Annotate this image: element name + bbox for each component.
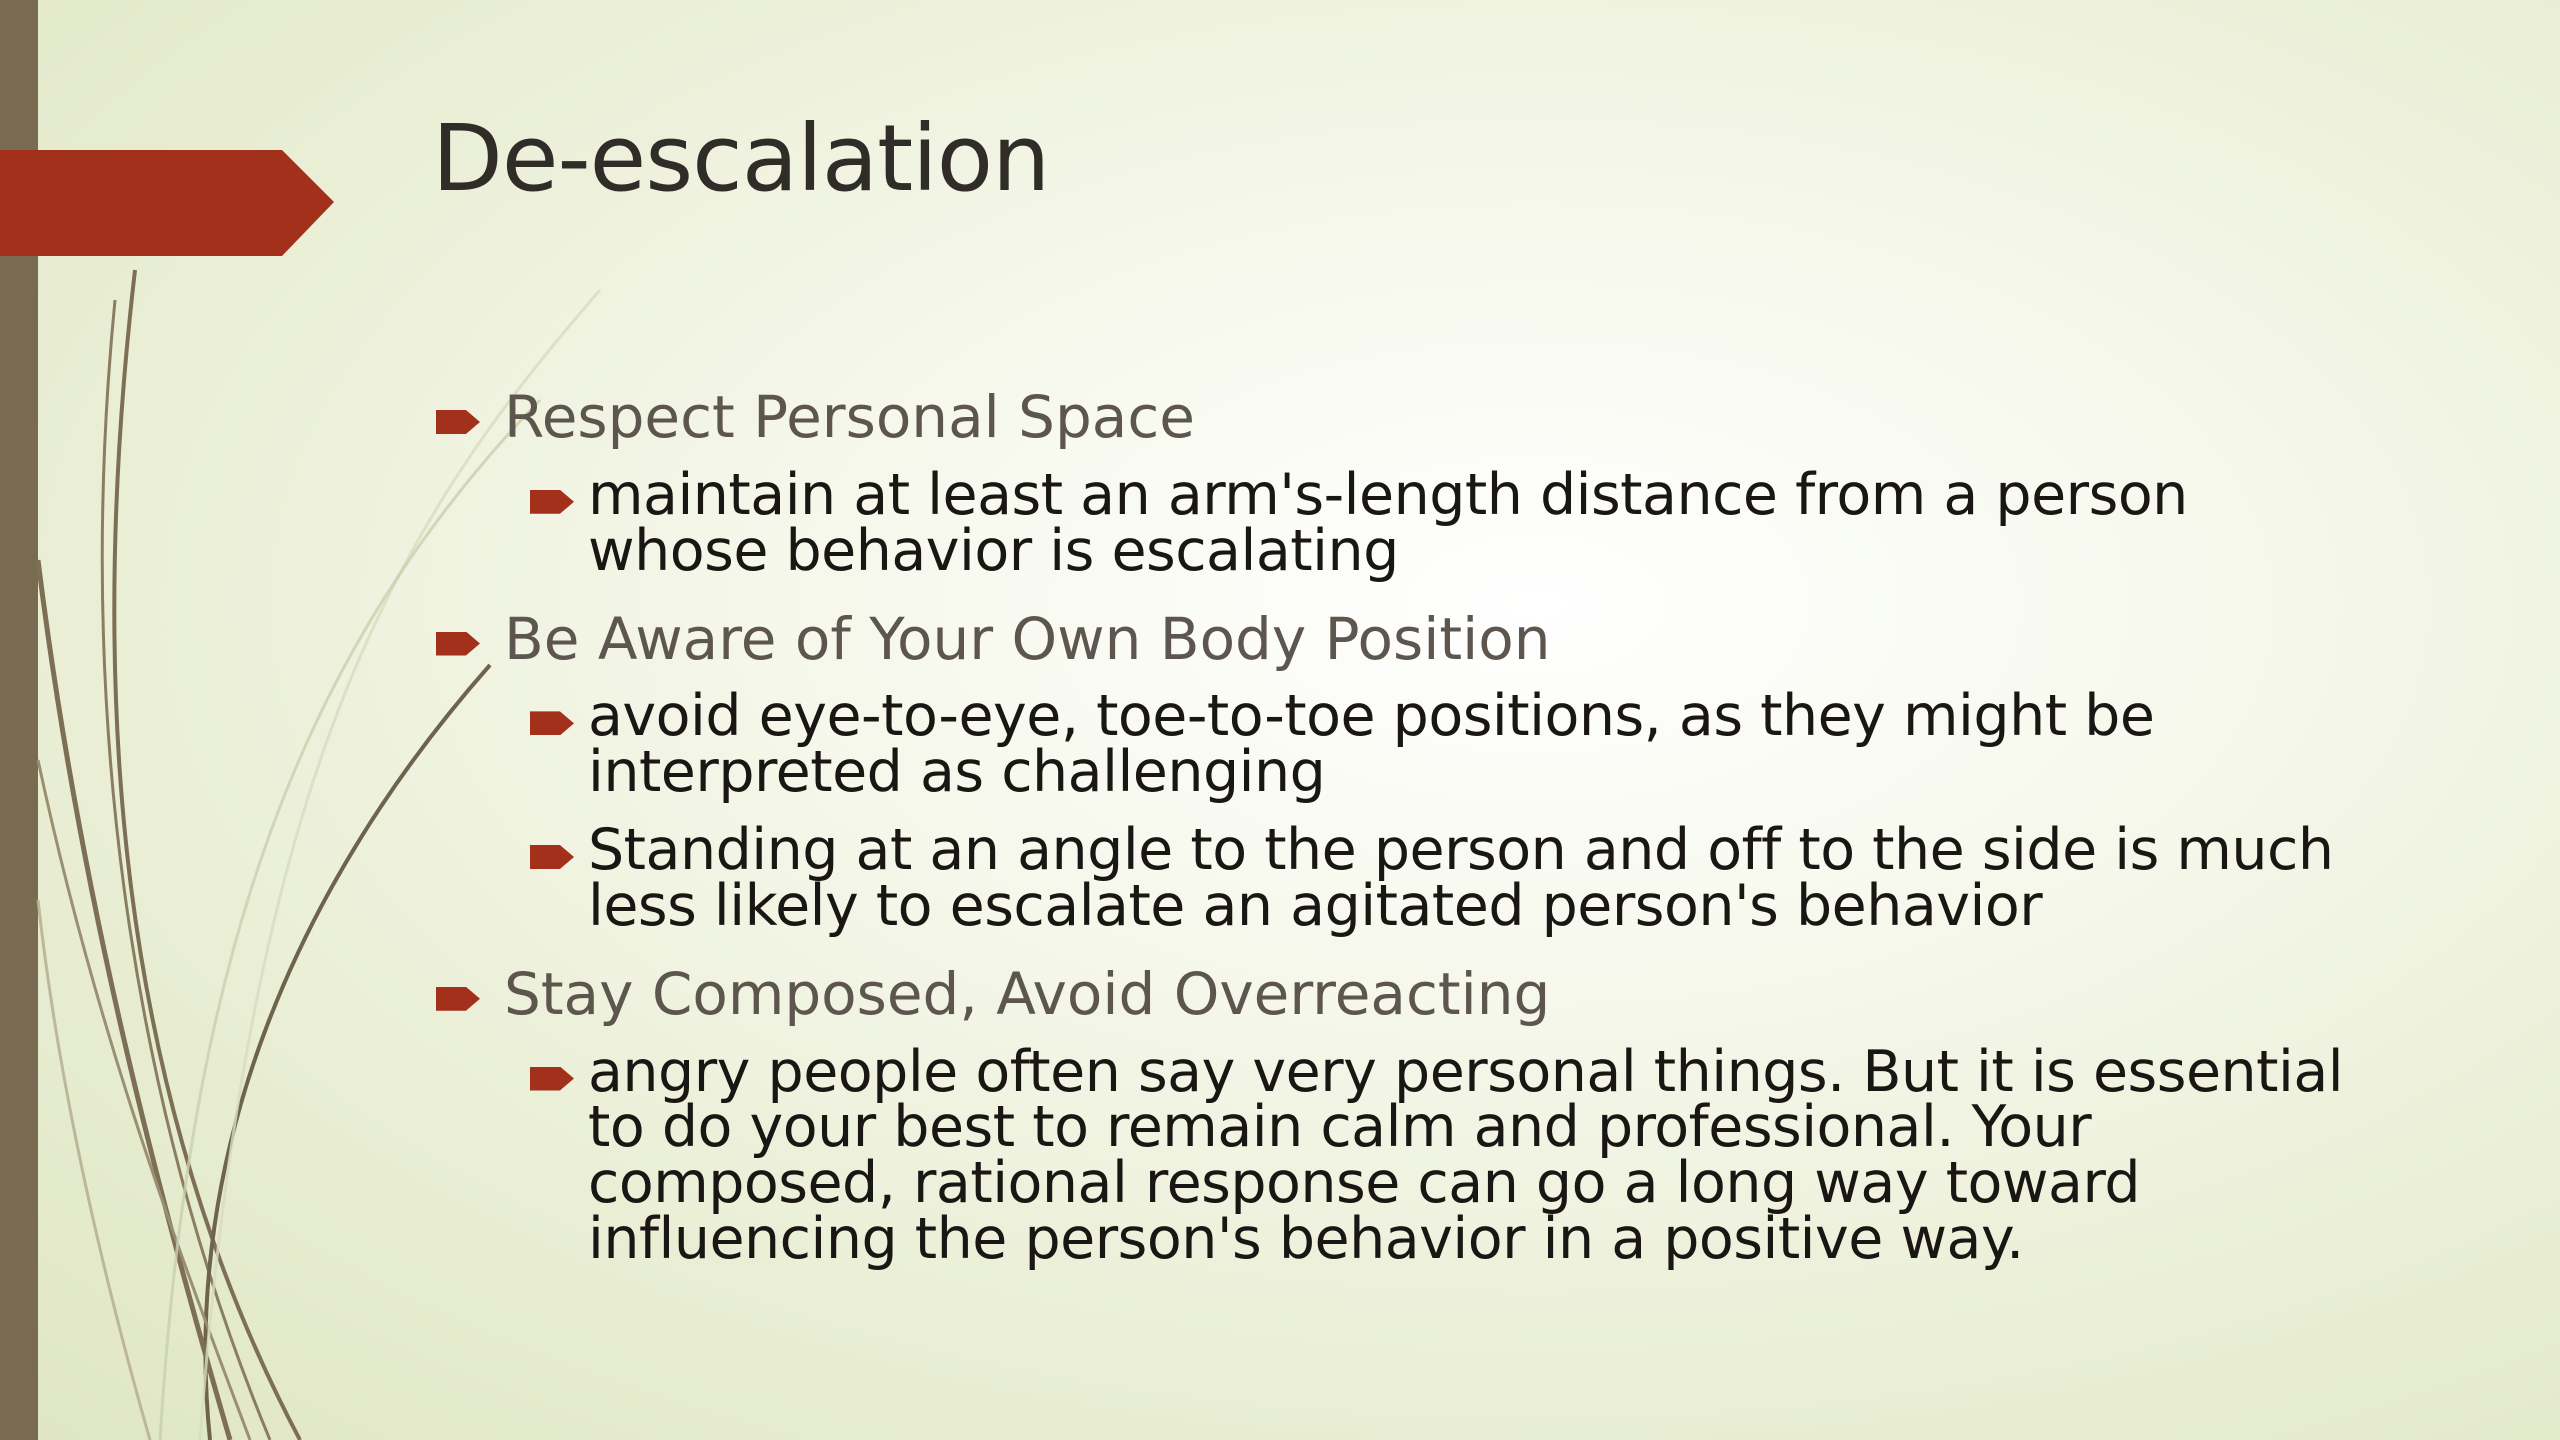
bullet-level1-text: Be Aware of Your Own Body Position <box>504 604 1551 673</box>
slide-title: De-escalation <box>432 105 1050 212</box>
bullet-arrow-icon <box>436 410 480 434</box>
bullet-level1-2 <box>432 604 2352 673</box>
bullet-list <box>432 383 2352 1290</box>
bullet-arrow-icon <box>436 632 480 656</box>
bullet-level2-1-1 <box>588 461 2352 584</box>
swoosh-line-5 <box>38 760 250 1440</box>
bullet-level2-3-1 <box>588 1038 2352 1273</box>
bullet-arrow-icon <box>530 845 574 869</box>
bullet-level2-2-1 <box>588 683 2352 806</box>
title-arrow-banner <box>0 150 334 256</box>
bullet-arrow-icon <box>436 987 480 1011</box>
bullet-level2-text: Standing at an angle to the person and off to the side is much less likely to escalate an agitated person's behavior <box>588 817 2334 939</box>
bullet-level2-2-2 <box>588 817 2352 939</box>
bullet-level2-text: maintain at least an arm's-length distance from a person whose behavior is escalating <box>588 461 2188 584</box>
bullet-arrow-icon <box>530 1067 574 1091</box>
bullet-level2-text: avoid eye-to-eye, toe-to-toe positions, as they might be interpreted as challenging <box>588 683 2155 806</box>
bullet-level1-1 <box>432 383 2352 451</box>
bullet-level1-text: Stay Composed, Avoid Overreacting <box>504 959 1551 1028</box>
bullet-level2-text: angry people often say very personal things. But it is essential to do your best to remain calm and professional. Your composed, rational response can go a long way toward influencing the person's behavior in a positive way. <box>588 1038 2344 1273</box>
bullet-level1-3 <box>432 959 2352 1028</box>
bullet-level1-text: Respect Personal Space <box>504 383 1195 451</box>
bullet-arrow-icon <box>530 490 574 514</box>
bullet-arrow-icon <box>530 711 574 735</box>
